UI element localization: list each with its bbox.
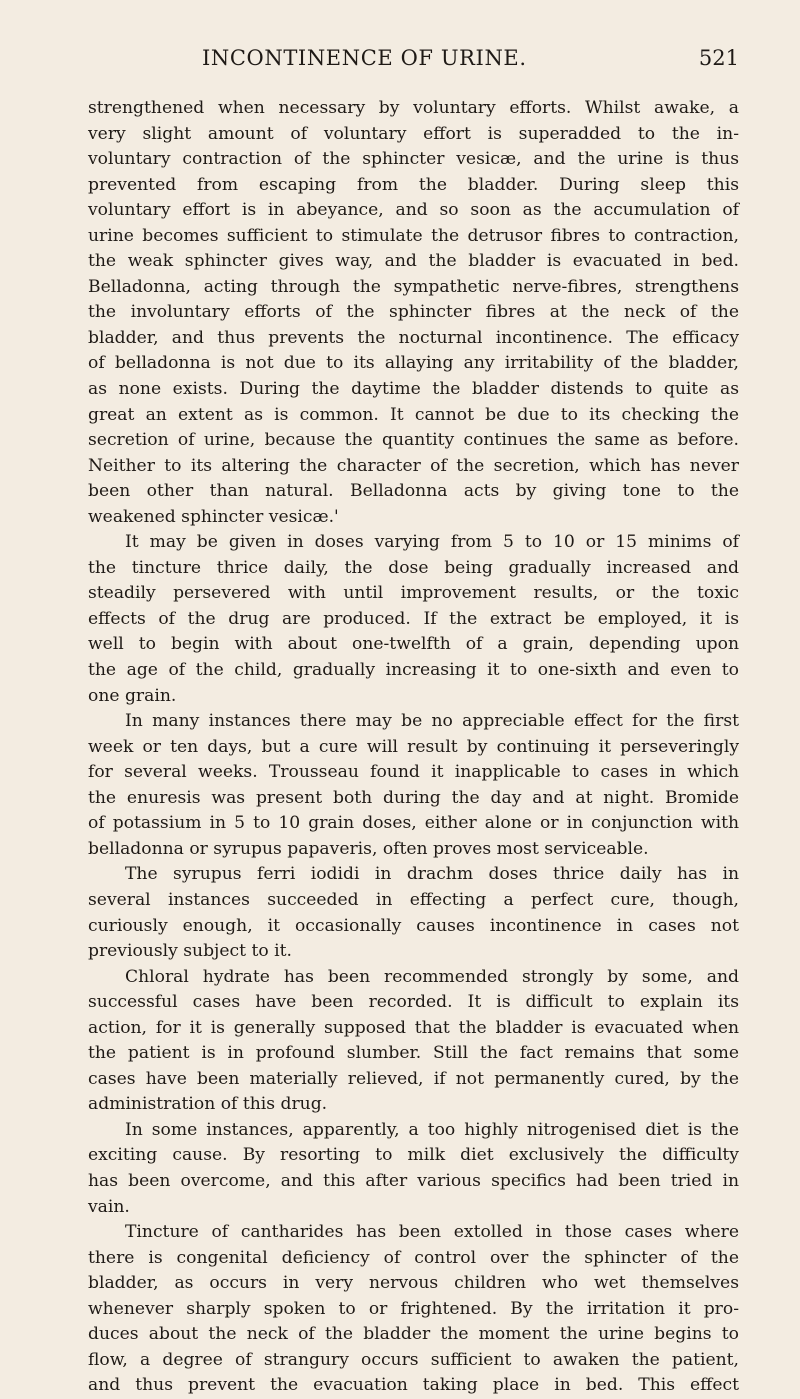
text-line: very slight amount of voluntary effort is superadded to the in- (88, 123, 739, 144)
text-line: exciting cause. By resorting to milk diet exclusively the difficulty (88, 1145, 739, 1166)
text-line: there is congenital deficiency of control over the sphincter of the (88, 1247, 739, 1268)
text-line: great an extent as is common. It cannot be due to its checking the (88, 404, 739, 425)
text-line: cases have been materially relieved, if not permanently cured, by the (88, 1068, 739, 1089)
text-line: the involuntary efforts of the sphincter fibres at the neck of the (88, 302, 739, 323)
text-line: and thus prevent the evacuation taking place in bed. This effect (88, 1375, 739, 1396)
page-header (88, 46, 739, 86)
text-line: It may be given in doses varying from 5 to 10 or 15 minims of (125, 532, 739, 553)
text-line: action, for it is generally supposed that the bladder is evacuated when (88, 1017, 739, 1038)
text-line: for several weeks. Trousseau found it inapplicable to cases in which (88, 762, 739, 783)
text-line: administration of this drug. (88, 1094, 328, 1115)
page-number: 521 (698, 46, 739, 70)
text-line: In some instances, apparently, a too highly nitrogenised diet is the (125, 1119, 739, 1140)
text-line: duces about the neck of the bladder the moment the urine begins to (88, 1324, 739, 1345)
text-line: the weak sphincter gives way, and the bladder is evacuated in bed. (88, 251, 739, 272)
text-line: voluntary contraction of the sphincter vesicæ, and the urine is thus (88, 149, 739, 170)
text-line: Belladonna, acting through the sympathetic nerve-fibres, strengthens (88, 276, 739, 297)
text-line: whenever sharply spoken to or frightened. By the irritation it pro- (88, 1298, 739, 1319)
text-line: the tincture thrice daily, the dose being gradually increased and (88, 557, 739, 578)
text-line: previously subject to it. (88, 941, 292, 962)
text-line: weakened sphincter vesicæ.' (88, 506, 339, 527)
text-line: several instances succeeded in effecting a perfect cure, though, (88, 889, 739, 910)
text-line: of belladonna is not due to its allaying any irritability of the bladder, (88, 353, 739, 374)
text-line: Tincture of cantharides has been extolled in those cases where (125, 1222, 739, 1243)
text-line: well to begin with about one-twelfth of a grain, depending upon (88, 634, 739, 655)
text-line: the patient is in profound slumber. Still the fact remains that some (88, 1043, 739, 1064)
text-line: successful cases have been recorded. It is difficult to explain its (88, 992, 739, 1013)
running-head: INCONTINENCE OF URINE. (202, 46, 527, 70)
text-line: vain. (88, 1196, 130, 1217)
text-line: voluntary effort is in abeyance, and so soon as the accumulation of (88, 200, 739, 221)
text-line: of potassium in 5 to 10 grain doses, either alone or in conjunction with (88, 813, 739, 834)
text-line: as none exists. During the daytime the bladder distends to quite as (88, 379, 739, 400)
text-line: has been overcome, and this after various specifics had been tried in (88, 1170, 739, 1191)
text-line: strengthened when necessary by voluntary efforts. Whilst awake, a (88, 98, 739, 118)
text-line: one grain. (88, 685, 177, 706)
text-line: curiously enough, it occasionally causes incontinence in cases not (88, 915, 739, 936)
text-line: urine becomes sufficient to stimulate the detrusor fibres to contraction, (88, 225, 739, 246)
text-line: secretion of urine, because the quantity continues the same as before. (88, 430, 739, 451)
text-line: the enuresis was present both during the day and at night. Bromide (88, 787, 739, 808)
body-text (88, 96, 739, 1399)
text-line: flow, a degree of strangury occurs sufficient to awaken the patient, (88, 1349, 739, 1370)
text-line: In many instances there may be no appreciable effect for the first (125, 711, 739, 732)
text-line: steadily persevered with until improvement results, or the toxic (88, 583, 739, 604)
text-line: week or ten days, but a cure will result by continuing it perseveringly (88, 736, 739, 757)
text-line: Chloral hydrate has been recommended strongly by some, and (125, 966, 739, 987)
text-line: prevented from escaping from the bladder. During sleep this (88, 174, 739, 195)
text-line: effects of the drug are produced. If the extract be employed, it is (88, 608, 739, 629)
text-line: Neither to its altering the character of the secretion, which has never (88, 455, 739, 476)
text-line: bladder, as occurs in very nervous children who wet themselves (88, 1273, 739, 1294)
text-line: been other than natural. Belladonna acts by giving tone to the (88, 481, 739, 502)
text-line: bladder, and thus prevents the nocturnal incontinence. The efficacy (88, 327, 739, 348)
text-line: the age of the child, gradually increasing it to one-sixth and even to (88, 660, 739, 681)
text-line: The syrupus ferri iodidi in drachm doses thrice daily has in (125, 864, 739, 885)
text-line: belladonna or syrupus papaveris, often proves most serviceable. (88, 838, 649, 859)
